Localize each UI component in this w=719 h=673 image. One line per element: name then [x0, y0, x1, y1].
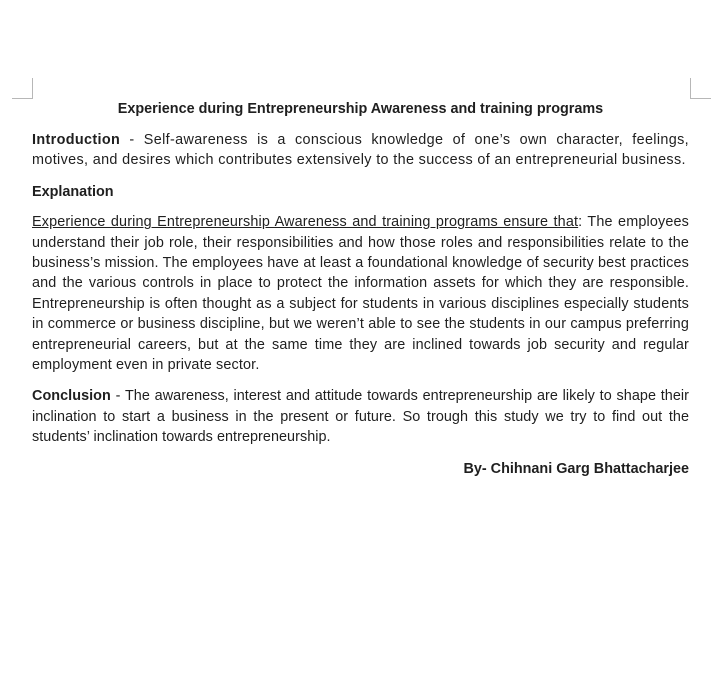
right-margin-corner-mark [690, 78, 711, 99]
explanation-paragraph [32, 212, 689, 375]
left-margin-corner-mark [12, 78, 33, 99]
conclusion-text: The awareness, interest and attitude towards entrepreneurship are likely to shape their inclination to start a business in the present or future. So trough this study we try to find out the students’ inclination towards entrepreneurship. [32, 388, 689, 446]
conclusion-separator: - [110, 388, 125, 405]
explanation-underlined-lead: Experience during Entrepreneurship Awareness and training programs ensure that [32, 214, 579, 231]
explanation-heading: Explanation [32, 183, 114, 200]
introduction-label: Introduction [32, 132, 121, 148]
conclusion-paragraph [32, 386, 689, 447]
document-body [32, 99, 689, 479]
explanation-text: : The employees understand their job role, their responsibilities and how those roles and responsibilities relate to the business’s mission. The employees have at least a foundational knowledge of security best practices and the various controls in place to protect the information assets for which they are responsible. Entrepreneurship is often thought as a subject for students in various disciplines especially students in commerce or business discipline, but we weren’t able to see the students in our campus preferring entrepreneurial careers, but at the same time they are inclined towards job security and regular employment even in private sector. [32, 214, 689, 374]
introduction-text: Self-awareness is a conscious knowledge of one’s own character, feelings, motives, and desires which contributes extensively to the success of an entrepreneurial business. [32, 132, 689, 169]
introduction-separator: - [120, 132, 144, 148]
author-signature-line: By- Chihnani Garg Bhattacharjee [463, 460, 689, 477]
introduction-paragraph [32, 130, 689, 171]
document-title: Experience during Entrepreneurship Awareness and training programs [117, 101, 604, 117]
conclusion-label: Conclusion [32, 388, 111, 405]
